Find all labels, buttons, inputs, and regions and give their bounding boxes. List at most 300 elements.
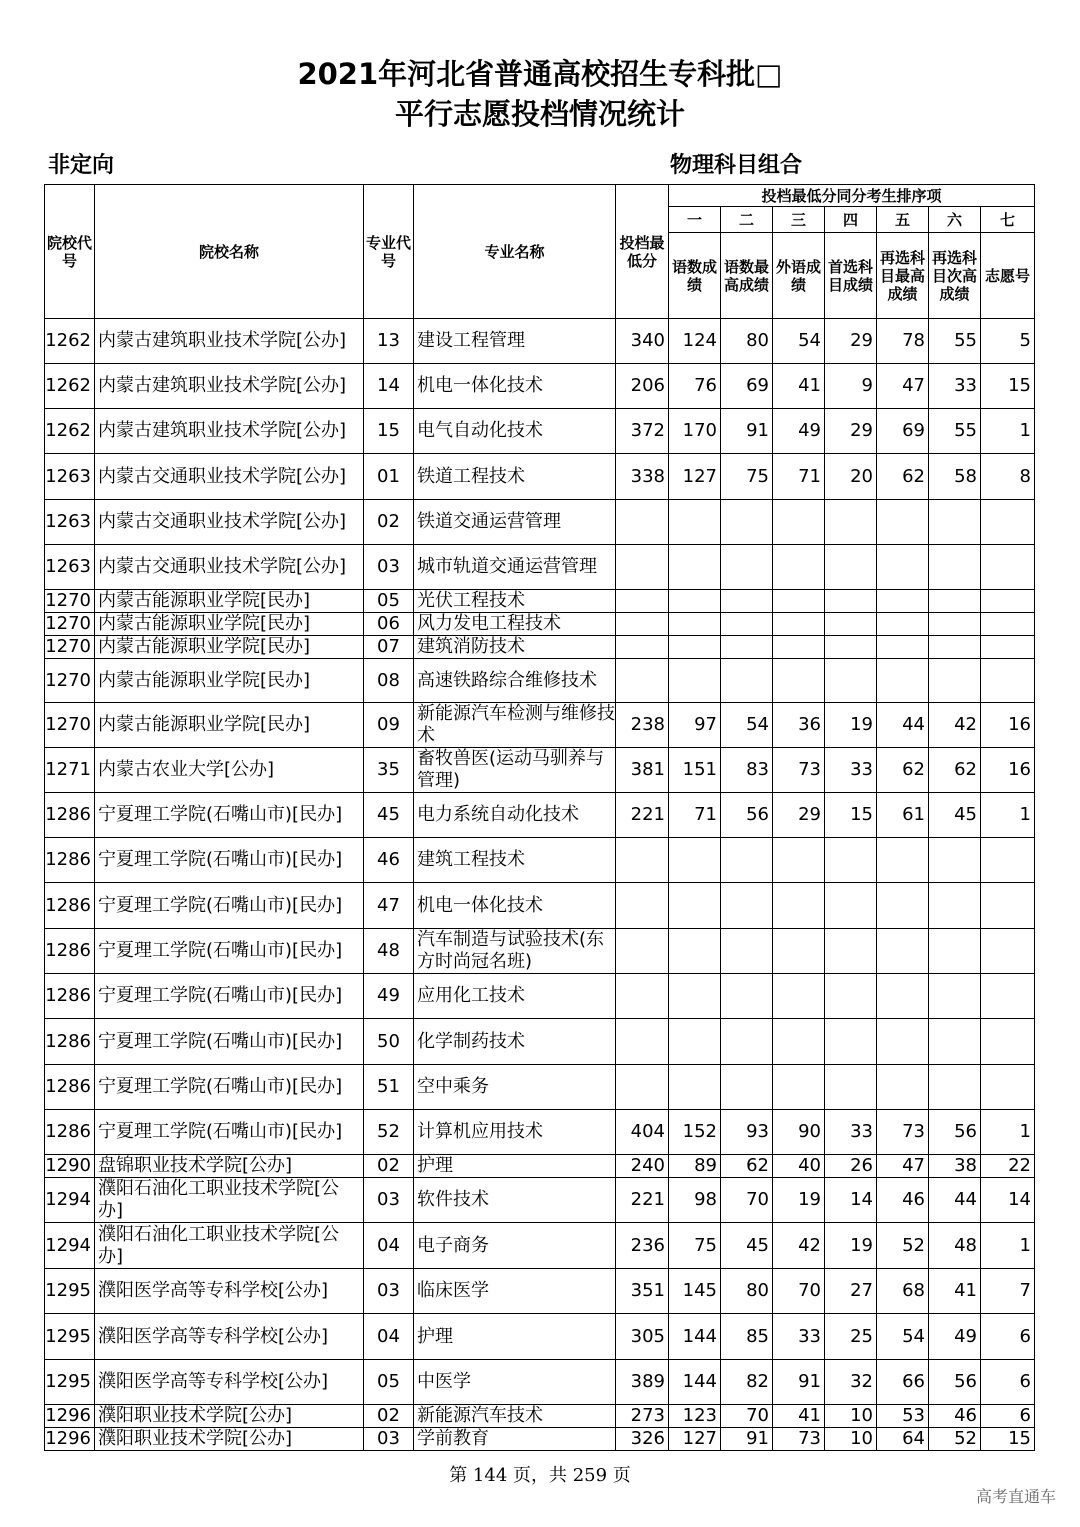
chinese-math-score-cell <box>669 659 721 703</box>
school-name-cell: 内蒙古能源职业学院[民办] <box>95 613 364 636</box>
chinese-math-score-cell <box>669 883 721 929</box>
first-subject-score-cell <box>825 590 877 613</box>
school-name-cell: 濮阳石油化工职业技术学院[公办] <box>95 1223 364 1269</box>
first-subject-score-cell: 9 <box>825 364 877 409</box>
elective-max-score-cell <box>877 659 929 703</box>
elective-max-score-cell <box>877 636 929 659</box>
min-score-cell <box>616 929 669 974</box>
min-score-cell: 221 <box>616 793 669 838</box>
chinese-math-score-cell <box>669 545 721 590</box>
elective-second-score-cell: 55 <box>929 409 981 454</box>
preference-number-cell <box>981 590 1035 613</box>
major-name-cell: 畜牧兽医(运动马驯养与管理) <box>414 748 616 793</box>
elective-max-score-cell: 73 <box>877 1110 929 1155</box>
table-row <box>45 1223 1035 1269</box>
chinese-math-score-cell <box>669 500 721 545</box>
chinese-math-score-cell: 151 <box>669 748 721 793</box>
school-code-cell: 1263 <box>45 454 95 500</box>
first-subject-score-cell <box>825 838 877 883</box>
elective-second-score-cell: 44 <box>929 1178 981 1223</box>
table-row <box>45 703 1035 748</box>
school-code-cell: 1286 <box>45 929 95 974</box>
min-score-cell <box>616 974 669 1019</box>
chinese-math-score-cell <box>669 590 721 613</box>
foreign-language-score-cell: 36 <box>773 703 825 748</box>
major-name-cell: 应用化工技术 <box>414 974 616 1019</box>
major-name-cell: 中医学 <box>414 1360 616 1405</box>
chinese-math-score-cell: 71 <box>669 793 721 838</box>
major-code-cell: 13 <box>364 319 414 364</box>
elective-max-score-cell: 54 <box>877 1314 929 1360</box>
first-subject-score-cell <box>825 883 877 929</box>
school-name-cell: 内蒙古交通职业技术学院[公办] <box>95 454 364 500</box>
elective-second-score-cell <box>929 974 981 1019</box>
min-score-cell <box>616 838 669 883</box>
major-code-cell: 48 <box>364 929 414 974</box>
preference-number-cell <box>981 1019 1035 1065</box>
elective-second-score-cell: 62 <box>929 748 981 793</box>
elective-second-score-cell <box>929 1019 981 1065</box>
header-sub-7: 志愿号 <box>981 233 1035 319</box>
school-code-cell: 1295 <box>45 1269 95 1314</box>
min-score-cell: 381 <box>616 748 669 793</box>
elective-max-score-cell: 44 <box>877 703 929 748</box>
foreign-language-score-cell: 73 <box>773 1428 825 1451</box>
table-row <box>45 1019 1035 1065</box>
chinese-math-max-cell <box>721 838 773 883</box>
elective-max-score-cell: 53 <box>877 1405 929 1428</box>
elective-max-score-cell: 66 <box>877 1360 929 1405</box>
major-name-cell: 铁道工程技术 <box>414 454 616 500</box>
school-name-cell: 濮阳医学高等专科学校[公办] <box>95 1269 364 1314</box>
table-row <box>45 545 1035 590</box>
preference-number-cell: 7 <box>981 1269 1035 1314</box>
table-row <box>45 1155 1035 1178</box>
table-row <box>45 883 1035 929</box>
chinese-math-score-cell: 170 <box>669 409 721 454</box>
foreign-language-score-cell <box>773 590 825 613</box>
first-subject-score-cell: 25 <box>825 1314 877 1360</box>
chinese-math-max-cell: 70 <box>721 1405 773 1428</box>
header-order-5: 五 <box>877 207 929 233</box>
table-row <box>45 659 1035 703</box>
chinese-math-max-cell: 62 <box>721 1155 773 1178</box>
chinese-math-max-cell: 85 <box>721 1314 773 1360</box>
min-score-cell: 338 <box>616 454 669 500</box>
min-score-cell: 404 <box>616 1110 669 1155</box>
min-score-cell: 221 <box>616 1178 669 1223</box>
min-score-cell: 236 <box>616 1223 669 1269</box>
chinese-math-score-cell: 152 <box>669 1110 721 1155</box>
school-name-cell: 内蒙古能源职业学院[民办] <box>95 636 364 659</box>
preference-number-cell: 6 <box>981 1405 1035 1428</box>
elective-max-score-cell <box>877 545 929 590</box>
foreign-language-score-cell: 70 <box>773 1269 825 1314</box>
header-order-6: 六 <box>929 207 981 233</box>
school-code-cell: 1270 <box>45 703 95 748</box>
major-code-cell: 45 <box>364 793 414 838</box>
major-name-cell: 汽车制造与试验技术(东方时尚冠名班) <box>414 929 616 974</box>
elective-max-score-cell: 47 <box>877 364 929 409</box>
elective-max-score-cell <box>877 1065 929 1110</box>
school-name-cell: 内蒙古交通职业技术学院[公办] <box>95 545 364 590</box>
first-subject-score-cell <box>825 929 877 974</box>
chinese-math-score-cell <box>669 1019 721 1065</box>
elective-second-score-cell: 55 <box>929 319 981 364</box>
chinese-math-score-cell: 145 <box>669 1269 721 1314</box>
table-row <box>45 500 1035 545</box>
min-score-cell: 273 <box>616 1405 669 1428</box>
foreign-language-score-cell: 19 <box>773 1178 825 1223</box>
chinese-math-max-cell <box>721 974 773 1019</box>
min-score-cell: 340 <box>616 319 669 364</box>
table-row <box>45 1428 1035 1451</box>
major-name-cell: 化学制药技术 <box>414 1019 616 1065</box>
major-name-cell: 铁道交通运营管理 <box>414 500 616 545</box>
chinese-math-max-cell <box>721 883 773 929</box>
school-code-cell: 1295 <box>45 1314 95 1360</box>
first-subject-score-cell <box>825 974 877 1019</box>
header-order-1: 一 <box>669 207 721 233</box>
chinese-math-score-cell: 144 <box>669 1360 721 1405</box>
header-tiebreak-group: 投档最低分同分考生排序项 <box>669 185 1035 207</box>
elective-second-score-cell: 56 <box>929 1360 981 1405</box>
preference-number-cell: 15 <box>981 364 1035 409</box>
major-code-cell: 02 <box>364 1405 414 1428</box>
first-subject-score-cell: 27 <box>825 1269 877 1314</box>
major-name-cell: 电力系统自动化技术 <box>414 793 616 838</box>
major-code-cell: 05 <box>364 1360 414 1405</box>
foreign-language-score-cell: 41 <box>773 364 825 409</box>
school-name-cell: 内蒙古能源职业学院[民办] <box>95 703 364 748</box>
table-header <box>45 185 1035 319</box>
elective-max-score-cell: 68 <box>877 1269 929 1314</box>
major-name-cell: 电子商务 <box>414 1223 616 1269</box>
major-name-cell: 护理 <box>414 1314 616 1360</box>
first-subject-score-cell <box>825 1019 877 1065</box>
school-code-cell: 1262 <box>45 319 95 364</box>
preference-number-cell: 14 <box>981 1178 1035 1223</box>
major-code-cell: 52 <box>364 1110 414 1155</box>
foreign-language-score-cell <box>773 1065 825 1110</box>
first-subject-score-cell: 15 <box>825 793 877 838</box>
first-subject-score-cell: 33 <box>825 1110 877 1155</box>
major-code-cell: 02 <box>364 500 414 545</box>
preference-number-cell <box>981 883 1035 929</box>
school-name-cell: 宁夏理工学院(石嘴山市)[民办] <box>95 793 364 838</box>
school-code-cell: 1270 <box>45 636 95 659</box>
header-sub-3: 外语成绩 <box>773 233 825 319</box>
school-code-cell: 1286 <box>45 838 95 883</box>
chinese-math-max-cell <box>721 1065 773 1110</box>
page-title-line2: 平行志愿投档情况统计 <box>394 97 685 131</box>
school-name-cell: 宁夏理工学院(石嘴山市)[民办] <box>95 929 364 974</box>
major-name-cell: 软件技术 <box>414 1178 616 1223</box>
first-subject-score-cell <box>825 500 877 545</box>
first-subject-score-cell: 32 <box>825 1360 877 1405</box>
header-major-name: 专业名称 <box>414 185 616 319</box>
foreign-language-score-cell: 73 <box>773 748 825 793</box>
min-score-cell <box>616 1065 669 1110</box>
school-code-cell: 1295 <box>45 1360 95 1405</box>
header-order-3: 三 <box>773 207 825 233</box>
chinese-math-max-cell: 56 <box>721 793 773 838</box>
school-code-cell: 1286 <box>45 1110 95 1155</box>
min-score-cell: 326 <box>616 1428 669 1451</box>
header-order-7: 七 <box>981 207 1035 233</box>
major-name-cell: 城市轨道交通运营管理 <box>414 545 616 590</box>
table-row <box>45 613 1035 636</box>
elective-second-score-cell: 49 <box>929 1314 981 1360</box>
foreign-language-score-cell: 71 <box>773 454 825 500</box>
chinese-math-max-cell: 93 <box>721 1110 773 1155</box>
major-code-cell: 06 <box>364 613 414 636</box>
foreign-language-score-cell: 42 <box>773 1223 825 1269</box>
elective-max-score-cell: 64 <box>877 1428 929 1451</box>
school-name-cell: 内蒙古建筑职业技术学院[公办] <box>95 364 364 409</box>
elective-second-score-cell <box>929 590 981 613</box>
elective-max-score-cell <box>877 929 929 974</box>
school-name-cell: 濮阳石油化工职业技术学院[公办] <box>95 1178 364 1223</box>
foreign-language-score-cell <box>773 838 825 883</box>
school-code-cell: 1286 <box>45 1019 95 1065</box>
preference-number-cell <box>981 613 1035 636</box>
chinese-math-score-cell: 75 <box>669 1223 721 1269</box>
elective-max-score-cell <box>877 838 929 883</box>
admission-table <box>44 184 1035 1451</box>
school-name-cell: 内蒙古农业大学[公办] <box>95 748 364 793</box>
school-code-cell: 1296 <box>45 1428 95 1451</box>
major-code-cell: 03 <box>364 545 414 590</box>
major-code-cell: 15 <box>364 409 414 454</box>
school-name-cell: 内蒙古能源职业学院[民办] <box>95 659 364 703</box>
elective-second-score-cell <box>929 545 981 590</box>
table-row <box>45 319 1035 364</box>
elective-second-score-cell: 45 <box>929 793 981 838</box>
first-subject-score-cell <box>825 545 877 590</box>
chinese-math-max-cell: 45 <box>721 1223 773 1269</box>
header-sub-2: 语数最高成绩 <box>721 233 773 319</box>
preference-number-cell <box>981 659 1035 703</box>
chinese-math-max-cell: 83 <box>721 748 773 793</box>
school-name-cell: 濮阳医学高等专科学校[公办] <box>95 1314 364 1360</box>
chinese-math-max-cell: 75 <box>721 454 773 500</box>
major-name-cell: 高速铁路综合维修技术 <box>414 659 616 703</box>
foreign-language-score-cell: 91 <box>773 1360 825 1405</box>
school-code-cell: 1286 <box>45 793 95 838</box>
school-name-cell: 宁夏理工学院(石嘴山市)[民办] <box>95 883 364 929</box>
school-code-cell: 1263 <box>45 500 95 545</box>
header-major-code: 专业代号 <box>364 185 414 319</box>
header-order-4: 四 <box>825 207 877 233</box>
elective-max-score-cell <box>877 613 929 636</box>
elective-second-score-cell <box>929 613 981 636</box>
min-score-cell: 351 <box>616 1269 669 1314</box>
chinese-math-score-cell: 98 <box>669 1178 721 1223</box>
preference-number-cell: 16 <box>981 748 1035 793</box>
table-row <box>45 1314 1035 1360</box>
major-code-cell: 35 <box>364 748 414 793</box>
major-code-cell: 05 <box>364 590 414 613</box>
chinese-math-score-cell <box>669 929 721 974</box>
first-subject-score-cell: 10 <box>825 1428 877 1451</box>
first-subject-score-cell: 26 <box>825 1155 877 1178</box>
first-subject-score-cell: 14 <box>825 1178 877 1223</box>
foreign-language-score-cell <box>773 883 825 929</box>
major-name-cell: 机电一体化技术 <box>414 364 616 409</box>
school-name-cell: 宁夏理工学院(石嘴山市)[民办] <box>95 974 364 1019</box>
school-code-cell: 1270 <box>45 613 95 636</box>
foreign-language-score-cell: 29 <box>773 793 825 838</box>
chinese-math-max-cell: 69 <box>721 364 773 409</box>
table-row <box>45 838 1035 883</box>
elective-max-score-cell: 62 <box>877 748 929 793</box>
major-name-cell: 风力发电工程技术 <box>414 613 616 636</box>
table-row <box>45 974 1035 1019</box>
preference-number-cell: 16 <box>981 703 1035 748</box>
major-name-cell: 护理 <box>414 1155 616 1178</box>
elective-second-score-cell: 48 <box>929 1223 981 1269</box>
chinese-math-max-cell: 80 <box>721 319 773 364</box>
header-school-name: 院校名称 <box>95 185 364 319</box>
page-footer: 第 144 页，共 259 页 <box>449 1465 631 1486</box>
preference-number-cell: 6 <box>981 1360 1035 1405</box>
school-code-cell: 1290 <box>45 1155 95 1178</box>
school-name-cell: 宁夏理工学院(石嘴山市)[民办] <box>95 1019 364 1065</box>
elective-second-score-cell: 38 <box>929 1155 981 1178</box>
table-row <box>45 590 1035 613</box>
school-name-cell: 内蒙古建筑职业技术学院[公办] <box>95 319 364 364</box>
major-name-cell: 新能源汽车技术 <box>414 1405 616 1428</box>
first-subject-score-cell: 19 <box>825 703 877 748</box>
preference-number-cell <box>981 974 1035 1019</box>
min-score-cell: 389 <box>616 1360 669 1405</box>
first-subject-score-cell: 33 <box>825 748 877 793</box>
major-name-cell: 电气自动化技术 <box>414 409 616 454</box>
elective-second-score-cell <box>929 500 981 545</box>
foreign-language-score-cell: 41 <box>773 1405 825 1428</box>
chinese-math-score-cell <box>669 974 721 1019</box>
header-school-code: 院校代号 <box>45 185 95 319</box>
school-name-cell: 濮阳职业技术学院[公办] <box>95 1405 364 1428</box>
elective-second-score-cell: 33 <box>929 364 981 409</box>
elective-max-score-cell <box>877 883 929 929</box>
table-row <box>45 1360 1035 1405</box>
chinese-math-score-cell: 89 <box>669 1155 721 1178</box>
chinese-math-max-cell: 54 <box>721 703 773 748</box>
foreign-language-score-cell: 40 <box>773 1155 825 1178</box>
elective-second-score-cell <box>929 929 981 974</box>
chinese-math-max-cell: 82 <box>721 1360 773 1405</box>
page-title: 2021年河北省普通高校招生专科批□ <box>297 57 783 91</box>
major-name-cell: 建筑工程技术 <box>414 838 616 883</box>
table-row <box>45 793 1035 838</box>
elective-max-score-cell: 52 <box>877 1223 929 1269</box>
min-score-cell <box>616 500 669 545</box>
major-name-cell: 光伏工程技术 <box>414 590 616 613</box>
preference-number-cell <box>981 929 1035 974</box>
min-score-cell <box>616 613 669 636</box>
chinese-math-score-cell: 123 <box>669 1405 721 1428</box>
chinese-math-max-cell <box>721 636 773 659</box>
chinese-math-score-cell: 97 <box>669 703 721 748</box>
foreign-language-score-cell <box>773 659 825 703</box>
elective-second-score-cell: 56 <box>929 1110 981 1155</box>
preference-number-cell <box>981 545 1035 590</box>
chinese-math-score-cell: 127 <box>669 454 721 500</box>
school-code-cell: 1270 <box>45 590 95 613</box>
foreign-language-score-cell <box>773 636 825 659</box>
preference-number-cell <box>981 500 1035 545</box>
major-name-cell: 建设工程管理 <box>414 319 616 364</box>
preference-number-cell <box>981 636 1035 659</box>
first-subject-score-cell: 10 <box>825 1405 877 1428</box>
major-code-cell: 04 <box>364 1314 414 1360</box>
chinese-math-max-cell: 80 <box>721 1269 773 1314</box>
major-code-cell: 47 <box>364 883 414 929</box>
first-subject-score-cell: 19 <box>825 1223 877 1269</box>
foreign-language-score-cell <box>773 1019 825 1065</box>
school-name-cell: 内蒙古能源职业学院[民办] <box>95 590 364 613</box>
major-name-cell: 学前教育 <box>414 1428 616 1451</box>
elective-second-score-cell: 52 <box>929 1428 981 1451</box>
chinese-math-score-cell: 76 <box>669 364 721 409</box>
school-code-cell: 1270 <box>45 659 95 703</box>
elective-max-score-cell <box>877 500 929 545</box>
major-code-cell: 08 <box>364 659 414 703</box>
major-name-cell: 新能源汽车检测与维修技术 <box>414 703 616 748</box>
elective-max-score-cell: 46 <box>877 1178 929 1223</box>
elective-max-score-cell: 78 <box>877 319 929 364</box>
foreign-language-score-cell: 49 <box>773 409 825 454</box>
chinese-math-score-cell <box>669 1065 721 1110</box>
min-score-cell <box>616 1019 669 1065</box>
school-code-cell: 1286 <box>45 974 95 1019</box>
elective-second-score-cell: 42 <box>929 703 981 748</box>
header-sub-6: 再选科目次高成绩 <box>929 233 981 319</box>
foreign-language-score-cell <box>773 545 825 590</box>
elective-second-score-cell: 58 <box>929 454 981 500</box>
chinese-math-score-cell <box>669 636 721 659</box>
elective-max-score-cell <box>877 1019 929 1065</box>
subject-group-label: 物理科目组合 <box>670 153 803 178</box>
preference-number-cell <box>981 1065 1035 1110</box>
major-code-cell: 51 <box>364 1065 414 1110</box>
foreign-language-score-cell: 33 <box>773 1314 825 1360</box>
major-code-cell: 07 <box>364 636 414 659</box>
school-name-cell: 宁夏理工学院(石嘴山市)[民办] <box>95 1065 364 1110</box>
foreign-language-score-cell <box>773 974 825 1019</box>
category-label: 非定向 <box>48 153 115 178</box>
table-row <box>45 636 1035 659</box>
major-code-cell: 03 <box>364 1428 414 1451</box>
school-code-cell: 1262 <box>45 409 95 454</box>
table-row <box>45 748 1035 793</box>
table-row <box>45 1178 1035 1223</box>
elective-second-score-cell <box>929 883 981 929</box>
school-name-cell: 宁夏理工学院(石嘴山市)[民办] <box>95 838 364 883</box>
preference-number-cell: 1 <box>981 793 1035 838</box>
foreign-language-score-cell: 90 <box>773 1110 825 1155</box>
table-row <box>45 409 1035 454</box>
major-name-cell: 空中乘务 <box>414 1065 616 1110</box>
min-score-cell <box>616 659 669 703</box>
school-code-cell: 1286 <box>45 1065 95 1110</box>
major-code-cell: 50 <box>364 1019 414 1065</box>
major-code-cell: 02 <box>364 1155 414 1178</box>
header-order-2: 二 <box>721 207 773 233</box>
min-score-cell <box>616 590 669 613</box>
